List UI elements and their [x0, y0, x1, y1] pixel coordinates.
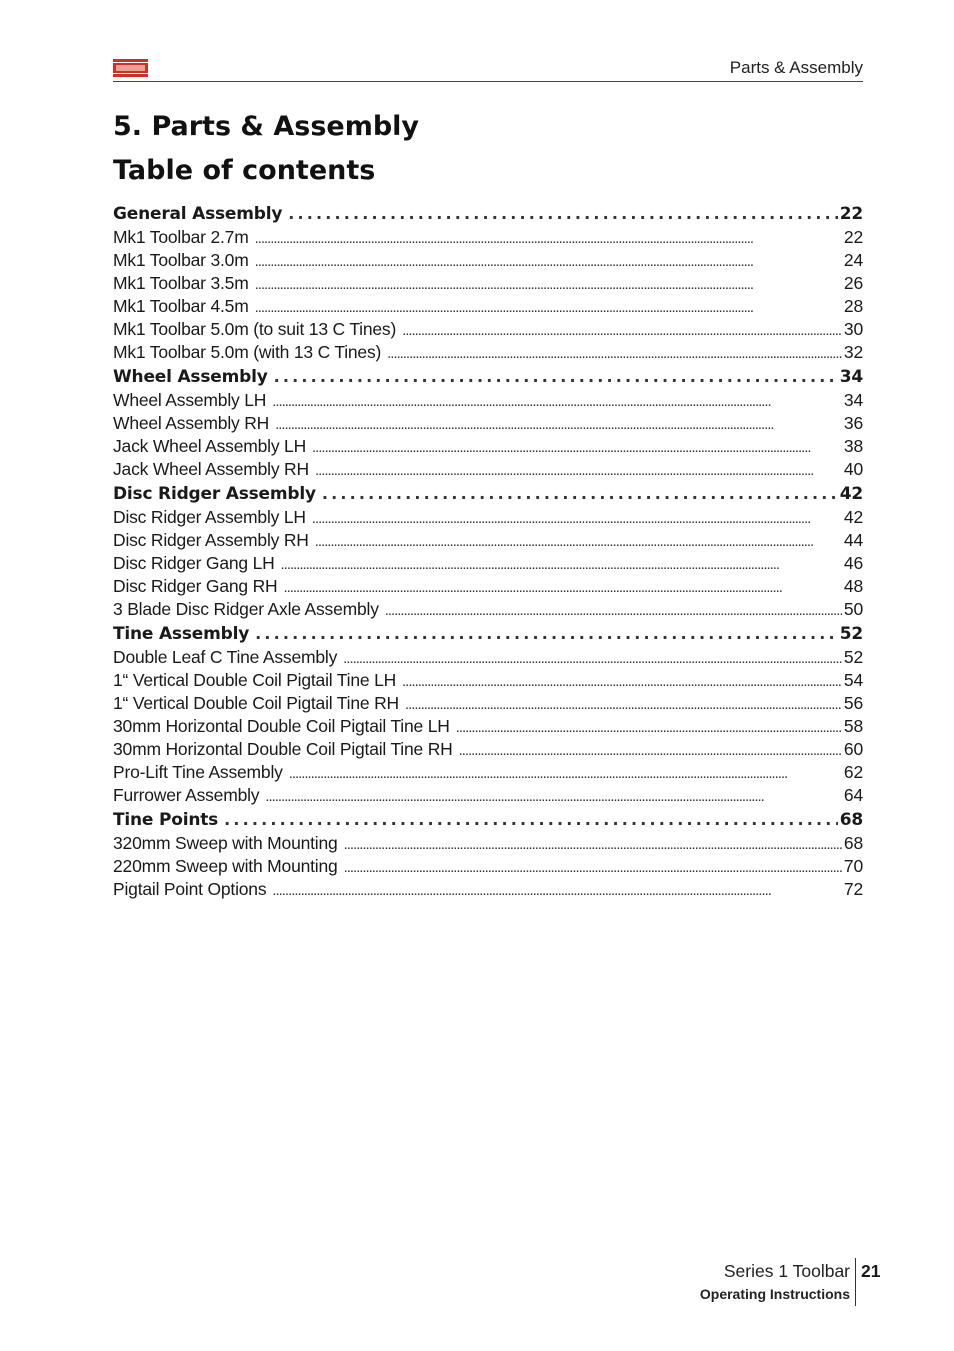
toc-entry-page: 60	[843, 739, 863, 759]
toc-entry[interactable]	[113, 389, 863, 412]
footer-series: Series 1 Toolbar	[723, 1261, 850, 1281]
chapter-title: 5. Parts & Assembly	[113, 111, 420, 142]
toc-leader-dots	[405, 692, 842, 716]
toc-entry-label: Jack Wheel Assembly RH	[113, 459, 309, 479]
toc-entry-page: 52	[839, 624, 863, 644]
toc-section-entry[interactable]	[113, 481, 863, 506]
footer-subtitle: Operating Instructions	[699, 1286, 850, 1302]
toc-entry[interactable]	[113, 272, 863, 295]
toc-entry-label: 1“ Vertical Double Coil Pigtail Tine RH	[113, 693, 399, 713]
toc-entry[interactable]	[113, 575, 863, 598]
toc-entry-label: Disc Ridger Assembly	[113, 484, 316, 504]
toc-entry-label: Mk1 Toolbar 5.0m (to suit 13 C Tines)	[113, 319, 397, 339]
toc-section-entry[interactable]	[113, 201, 863, 226]
toc-leader-dots	[281, 552, 842, 576]
toc-entry[interactable]	[113, 692, 863, 715]
toc-entry-label: Mk1 Toolbar 3.5m	[113, 273, 249, 293]
toc-entry-page: 62	[843, 762, 863, 782]
toc-entry-page: 40	[843, 459, 863, 479]
toc-leader-dots	[255, 249, 842, 273]
toc-entry[interactable]	[113, 598, 863, 621]
toc-entry-label: 1“ Vertical Double Coil Pigtail Tine LH	[113, 670, 397, 690]
toc-entry-label: Disc Ridger Gang LH	[113, 553, 275, 573]
table-of-contents	[113, 201, 863, 901]
toc-leader-dots	[255, 621, 838, 647]
toc-leader-dots	[315, 458, 842, 482]
toc-leader-dots	[224, 807, 838, 833]
toc-leader-dots	[274, 364, 838, 390]
toc-entry-page: 32	[843, 342, 863, 362]
toc-title: Table of contents	[113, 155, 376, 186]
toc-entry-label: Disc Ridger Assembly RH	[113, 530, 309, 550]
toc-entry[interactable]	[113, 552, 863, 575]
toc-entry[interactable]	[113, 784, 863, 807]
toc-leader-dots	[289, 761, 842, 785]
toc-entry-label: Pigtail Point Options	[113, 879, 267, 899]
toc-entry-page: 58	[843, 716, 863, 736]
toc-entry[interactable]	[113, 458, 863, 481]
toc-leader-dots	[255, 226, 842, 250]
toc-entry-page: 34	[843, 390, 863, 410]
toc-entry-page: 26	[843, 273, 863, 293]
toc-leader-dots	[255, 272, 842, 296]
toc-entry-label: Wheel Assembly	[113, 367, 268, 387]
toc-section-entry[interactable]	[113, 364, 863, 389]
toc-leader-dots	[312, 435, 842, 459]
header-title: Parts & Assembly	[729, 58, 863, 77]
simba-logo-icon	[113, 59, 148, 77]
toc-entry[interactable]	[113, 669, 863, 692]
toc-entry-label: Mk1 Toolbar 4.5m	[113, 296, 249, 316]
toc-entry-page: 46	[843, 553, 863, 573]
toc-entry[interactable]	[113, 249, 863, 272]
toc-leader-dots	[385, 598, 842, 622]
toc-leader-dots	[312, 506, 842, 530]
page-header	[113, 56, 863, 82]
toc-entry-label: General Assembly	[113, 204, 283, 224]
toc-leader-dots	[387, 341, 842, 365]
toc-entry-label: Disc Ridger Assembly LH	[113, 507, 306, 527]
toc-entry-label: 30mm Horizontal Double Coil Pigtail Tine RH	[113, 739, 453, 759]
toc-entry-page: 70	[843, 856, 863, 876]
toc-leader-dots	[459, 738, 842, 762]
toc-entry-page: 42	[843, 507, 863, 527]
toc-entry-label: Mk1 Toolbar 3.0m	[113, 250, 249, 270]
toc-leader-dots	[265, 784, 842, 808]
toc-section-entry[interactable]	[113, 621, 863, 646]
toc-entry-page: 22	[839, 204, 863, 224]
toc-entry-page: 68	[843, 833, 863, 853]
toc-entry-label: 320mm Sweep with Mounting	[113, 833, 338, 853]
toc-entry[interactable]	[113, 226, 863, 249]
toc-entry[interactable]	[113, 855, 863, 878]
toc-entry[interactable]	[113, 878, 863, 901]
toc-entry-page: 22	[843, 227, 863, 247]
toc-entry[interactable]	[113, 832, 863, 855]
toc-entry-page: 54	[843, 670, 863, 690]
toc-entry[interactable]	[113, 646, 863, 669]
toc-leader-dots	[272, 878, 842, 902]
toc-entry-label: Mk1 Toolbar 5.0m (with 13 C Tines)	[113, 342, 382, 362]
toc-entry-page: 56	[843, 693, 863, 713]
toc-entry-page: 36	[843, 413, 863, 433]
toc-entry-label: Pro-Lift Tine Assembly	[113, 762, 283, 782]
toc-entry-page: 24	[843, 250, 863, 270]
toc-leader-dots	[322, 481, 838, 507]
toc-leader-dots	[456, 715, 842, 739]
page-titles	[113, 108, 419, 196]
toc-entry-page: 28	[843, 296, 863, 316]
toc-entry-label: Furrower Assembly	[113, 785, 260, 805]
toc-entry[interactable]	[113, 412, 863, 435]
toc-entry-page: 48	[843, 576, 863, 596]
toc-entry-label: 3 Blade Disc Ridger Axle Assembly	[113, 599, 379, 619]
toc-entry[interactable]	[113, 761, 863, 784]
toc-leader-dots	[283, 575, 841, 599]
toc-leader-dots	[275, 412, 842, 436]
toc-entry-label: 30mm Horizontal Double Coil Pigtail Tine LH	[113, 716, 450, 736]
toc-entry[interactable]	[113, 318, 863, 341]
toc-entry-label: Tine Points	[113, 810, 219, 830]
toc-entry[interactable]	[113, 715, 863, 738]
toc-entry-page: 30	[843, 319, 863, 339]
toc-leader-dots	[344, 832, 842, 856]
toc-entry[interactable]	[113, 435, 863, 458]
toc-entry-page: 50	[843, 599, 863, 619]
toc-entry-label: Wheel Assembly LH	[113, 390, 267, 410]
toc-entry-page: 44	[843, 530, 863, 550]
toc-entry-page: 42	[839, 484, 863, 504]
toc-entry-page: 72	[843, 879, 863, 899]
toc-leader-dots	[344, 855, 842, 879]
toc-entry-label: Tine Assembly	[113, 624, 250, 644]
toc-entry-label: Jack Wheel Assembly LH	[113, 436, 307, 456]
toc-entry[interactable]	[113, 295, 863, 318]
toc-entry-label: Disc Ridger Gang RH	[113, 576, 278, 596]
toc-entry-label: Wheel Assembly RH	[113, 413, 270, 433]
toc-entry-page: 64	[843, 785, 863, 805]
page-number: 21	[861, 1261, 881, 1281]
toc-leader-dots	[255, 295, 842, 319]
toc-entry-label: Double Leaf C Tine Assembly	[113, 647, 338, 667]
toc-leader-dots	[402, 318, 842, 342]
toc-leader-dots	[272, 389, 842, 413]
toc-entry-page: 52	[843, 647, 863, 667]
toc-entry[interactable]	[113, 738, 863, 761]
toc-entry-label: 220mm Sweep with Mounting	[113, 856, 338, 876]
toc-entry[interactable]	[113, 341, 863, 364]
toc-leader-dots	[288, 201, 838, 227]
page-footer	[640, 1258, 885, 1306]
toc-entry-page: 38	[843, 436, 863, 456]
toc-leader-dots	[343, 646, 842, 670]
footer-text	[700, 1258, 856, 1306]
toc-leader-dots	[402, 669, 842, 693]
toc-entry[interactable]	[113, 506, 863, 529]
toc-entry[interactable]	[113, 529, 863, 552]
toc-entry-label: Mk1 Toolbar 2.7m	[113, 227, 249, 247]
toc-section-entry[interactable]	[113, 807, 863, 832]
toc-entry-page: 34	[839, 367, 863, 387]
toc-leader-dots	[315, 529, 842, 553]
toc-entry-page: 68	[839, 810, 863, 830]
